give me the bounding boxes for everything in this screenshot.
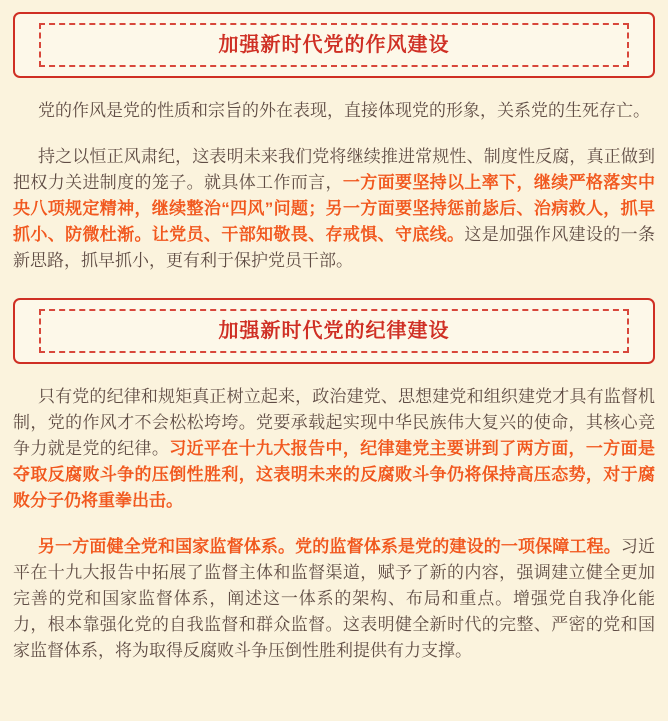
- article-sections: [13, 12, 655, 664]
- section-title-box: [13, 298, 655, 364]
- section-title: 加强新时代党的作风建设: [218, 34, 450, 56]
- section-paragraphs: [13, 98, 655, 274]
- section-title-dashed-frame: [39, 23, 629, 67]
- text-run-emphasis: 另一方面健全党和国家监督体系。党的监督体系是党的建设的一项保障工程。: [38, 537, 621, 556]
- section-paragraphs: [13, 384, 655, 664]
- text-run: 习近平在十九大报告中拓展了监督主体和监督渠道，赋予了新的内容，强调建立健全更加完善的党和国家监督体系，阐述这一体系的架构、布局和重点。增强党自我净化能力，根本靠强化党的自我监督和群众监督。这表明健全新时代的完整、严密的党和国家监督体系，将为取得反腐败斗争压倒性胜利提供有力支撑。: [13, 537, 656, 660]
- section-title-dashed-frame: [39, 309, 629, 353]
- text-run-emphasis: 一方面要坚持以上率下，继续严格落实中央八项规定精神，继续整治“四风”问题；另一方面要坚持惩前毖后、治病救人，抓早抓小、防微杜渐。让党员、干部知敬畏、存戒惧、守底线。: [13, 173, 656, 244]
- text-run: 党的作风是党的性质和宗旨的外在表现，直接体现党的形象，关系党的生死存亡。: [38, 101, 650, 120]
- text-run-emphasis: 习近平在十九大报告中，纪律建党主要讲到了两方面，一方面是夺取反腐败斗争的压倒性胜利，这表明未来的反腐败斗争仍将保持高压态势，对于腐败分子仍将重拳出击。: [13, 439, 655, 510]
- paragraph: [13, 534, 655, 664]
- paragraph: [13, 98, 655, 124]
- text-run: 只有党的纪律和规矩真正树立起来，政治建党、思想建党和组织建党才具有监督机制，党的作风才不会松松垮垮。党要承载起实现中华民族伟大复兴的使命，其核心竞争力就是党的纪律。: [13, 387, 655, 458]
- paragraph: [13, 144, 655, 274]
- text-run: 这是加强作风建设的一条新思路，抓早抓小，更有利于保护党员干部。: [13, 225, 656, 270]
- section-title: 加强新时代党的纪律建设: [218, 320, 450, 342]
- text-run: 持之以恒正风肃纪，这表明未来我们党将继续推进常规性、制度性反腐，真正做到把权力关进制度的笼子。就具体工作而言，: [13, 147, 655, 192]
- article-section: [13, 298, 655, 664]
- article-section: [13, 12, 655, 274]
- paragraph: [13, 384, 655, 514]
- section-title-box: [13, 12, 655, 78]
